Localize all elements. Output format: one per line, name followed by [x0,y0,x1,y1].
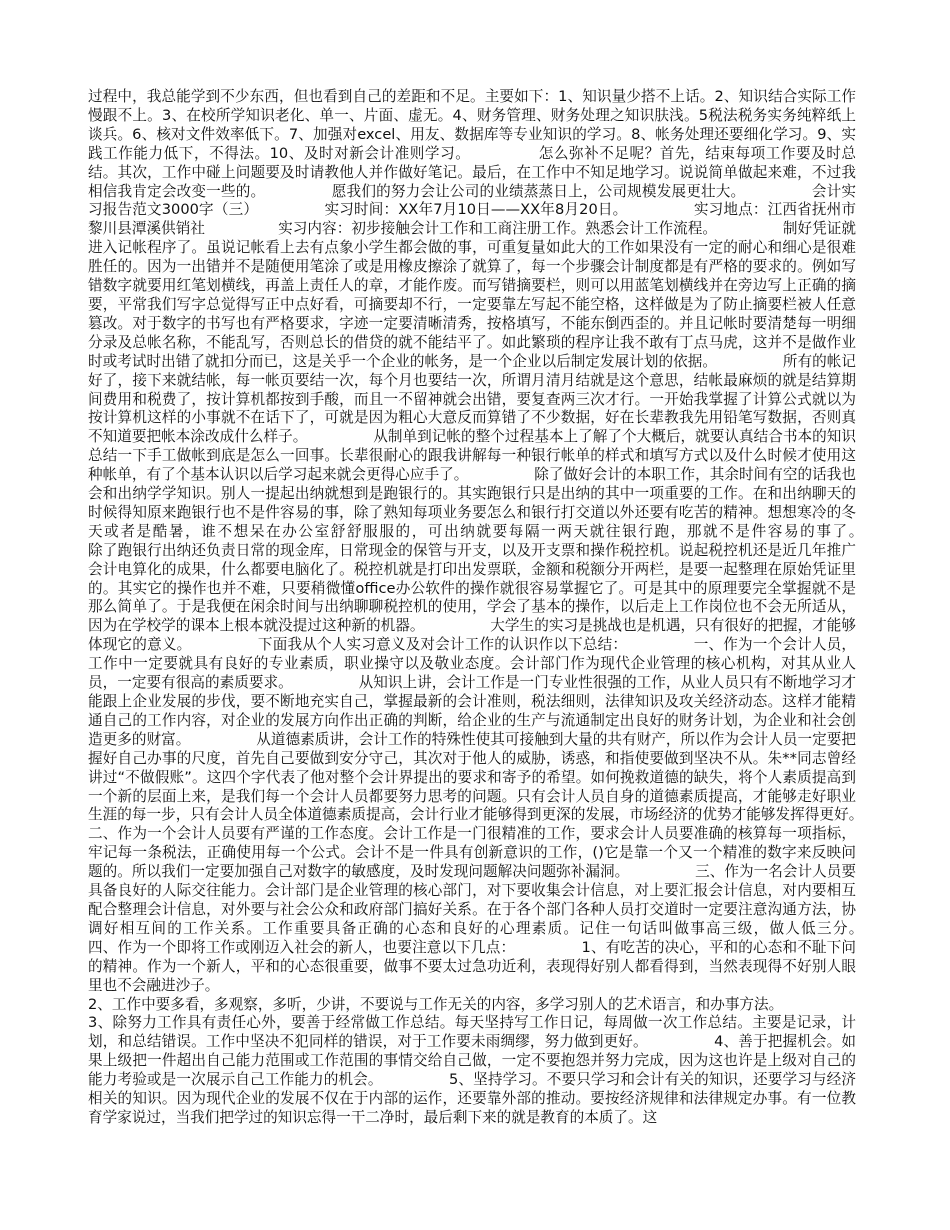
paragraph-tip-3: 3、除努力工作具有责任心外，要善于经常做工作总结。每天坚持写工作日记，每周做一次工作总结。主要是记录，计划，和总结错误。工作中坚决不犯同样的错误，对于工作要未雨绸缪，努力做到更好。 4、善于把握机会。如果上级把一件超出自己能力范围或工作范围的事情交给自己做，一定不要抱怨并努力完成，因为这也许是上级对自己的能力考验或是一次展示自己工作能力的机会。 5、坚持学习。不要只学习和会计有关的知识，还要学习与经济相关的知识。因为现代企业的发展不仅在于内部的运作，还要靠外部的推动。要按经济规律和法律规定办事。有一位教育学家说过，当我们把学过的知识忘得一干二净时，最后剩下来的就是教育的本质了。这 [88,1014,856,1126]
paragraph-tip-2: 2、工作中要多看，多观察，多听，少讲，不要说与工作无关的内容，多学习别人的艺术语言，和办事方法。 [88,995,784,1013]
document-body [88,88,929,1128]
paragraph-main: 过程中，我总能学到不少东西，但也看到自己的差距和不足。主要如下：1、知识量少搭不上话。2、知识结合实际工作慢跟不上。3、在校所学知识老化、单一、片面、虚无。4、财务管理、财务处理之知识肤浅。5税法税务实务纯粹纸上谈兵。6、核对文件效率低下。7、加强对excel、用友、数据库等专业知识的学习。8、帐务处理还要细化学习。9、实践工作能力低下，不得法。10、及时对新会计准则学习。 怎么弥补不足呢？首先，结束每项工作要及时总结。其次，工作中碰上问题要及时请教他人并作做好笔记。最后，在工作中不知足地学习。说说简单做起来难，不过我相信我肯定会改变一些的。 愿我们的努力会让公司的业绩蒸蒸日上，公司规模发展更壮大。 会计实习报告范文3000字（三） 实习时间：XX年7月10日——XX年8月20日。 实习地点：江西省抚州市黎川县潭溪供销社 实习内容：初步接触会计工作和工商注册工作。熟悉会计工作流程。 制好凭证就进入记帐程序了。虽说记帐看上去有点象小学生都会做的事，可重复量如此大的工作如果没有一定的耐心和细心是很难胜任的。因为一出错并不是随便用笔涂了或是用橡皮擦涂了就算了，每一个步骤会计制度都是有严格的要求的。例如写错数字就要用红笔划横线，再盖上责任人的章，才能作废。而写错摘要栏，则可以用蓝笔划横线并在旁边写上正确的摘要，平常我们写字总觉得写正中点好看，可摘要却不行，一定要靠左写起不能空格，这样做是为了防止摘要栏被人任意篡改。对于数字的书写也有严格要求，字迹一定要清晰清秀，按格填写，不能东倒西歪的。并且记帐时要清楚每一明细分录及总帐名称，不能乱写，否则总长的借贷的就不能结平了。如此繁琐的程序让我不敢有丁点马虎，这并不是做作业时或考试时出错了就扣分而已，这是关乎一个企业的帐务，是一个企业以后制定发展计划的依据。 所有的帐记好了，接下来就结帐，每一帐页要结一次，每个月也要结一次，所谓月清月结就是这个意思，结帐最麻烦的就是结算期间费用和税费了，按计算机都按到手酸，而且一不留神就会出错，要复查两三次才行。一开始我掌握了计算公式就以为按计算机这样的小事就不在话下了，可就是因为粗心大意反而算错了不少数据，好在长辈教我先用铅笔写数据，否则真不知道要把帐本涂改成什么样子。 从制单到记帐的整个过程基本上了解了个大概后，就要认真结合书本的知识总结一下手工做帐到底是怎么一回事。长辈很耐心的跟我讲解每一种银行帐单的样式和填写方式以及什么时候才使用这种帐单，有了个基本认识以后学习起来就会更得心应手了。 除了做好会计的本职工作，其余时间有空的话我也会和出纳学学知识。别人一提起出纳就想到是跑银行的。其实跑银行只是出纳的其中一项重要的工作。在和出纳聊天的时候得知原来跑银行也不是件容易的事，除了熟知每项业务要怎么和银行打交道以外还要有吃苦的精神。想想寒冷的冬天或者是酷暑，谁不想呆在办公室舒舒服服的，可出纳就要每隔一两天就往银行跑，那就不是件容易的事了。 除了跑银行出纳还负责日常的现金库，日常现金的保管与开支，以及开支票和操作税控机。说起税控机还是近几年推广会计电算化的成果，什么都要电脑化了。税控机就是打印出发票联，金额和税额分开两栏，是要一起整理在原始凭证里的。其实它的操作也并不难，只要稍微懂office办公软件的操作就很容易掌握它了。可是其中的原理要完全掌握就不是那么简单了。于是我便在闲余时间与出纳聊聊税控机的使用，学会了基本的操作，以后走上工作岗位也不会无所适从，因为在学校学的课本上根本就没提过这种新的机器。 大学生的实习是挑战也是机遇，只有很好的把握，才能够体现它的意义。 下面我从个人实习意义及对会计工作的认识作以下总结： 一、作为一个会计人员，工作中一定要就具有良好的专业素质，职业操守以及敬业态度。会计部门作为现代企业管理的核心机构，对其从业人员，一定要有很高的素质要求。 从知识上讲，会计工作是一门专业性很强的工作，从业人员只有不断地学习才能跟上企业发展的步伐，要不断地充实自己，掌握最新的会计准则，税法细则，法律知识及攻关经济动态。这样才能精通自己的工作内容，对企业的发展方向作出正确的判断，给企业的生产与流通制定出良好的财务计划，为企业和社会创造更多的财富。 从道德素质讲，会计工作的特殊性使其可接触到大量的共有财产，所以作为会计人员一定要把握好自己办事的尺度，首先自己要做到安分守己，其次对于他人的威胁，诱惑，和指使要做到坚决不从。朱**同志曾经讲过“不做假账”。这四个字代表了他对整个会计界提出的要求和寄予的希望。如何挽救道德的缺失，将个人素质提高到一个新的层面上来，是我们每一个会计人员都要努力思考的问题。只有会计人员自身的道德素质提高，才能够走好职业生涯的每一步，只有会计人员全体道德素质提高，会计行业才能够得到更深的发展，市场经济的优势才能够发挥得更好。 二、作为一个会计人员要有严谨的工作态度。会计工作是一门很精准的工作，要求会计人员要准确的核算每一项指标，牢记每一条税法，正确使用每一个公式。会计不是一件具有创新意识的工作，()它是靠一个又一个精准的数字来反映问题的。所以我们一定要加强自己对数字的敏感度，及时发现问题解决问题弥补漏洞。 三、作为一名会计人员要具备良好的人际交往能力。会计部门是企业管理的核心部门，对下要收集会计信息，对上要汇报会计信息，对内要相互配合整理会计信息，对外要与社会公众和政府部门搞好关系。在于各个部门各种人员打交道时一定要注意沟通方法，协调好相互间的工作关系。工作重要具备正确的心态和良好的心理素质。记住一句话叫做事高三级，做人低三分。 四、作为一个即将工作或刚迈入社会的新人，也要注意以下几点： 1、有吃苦的决心，平和的心态和不耻下问的精神。作为一个新人，平和的心态很重要，做事不要太过急功近利，表现得好别人都看得到，当然表现得不好别人眼里也不会融进沙子。 [88,88,929,994]
